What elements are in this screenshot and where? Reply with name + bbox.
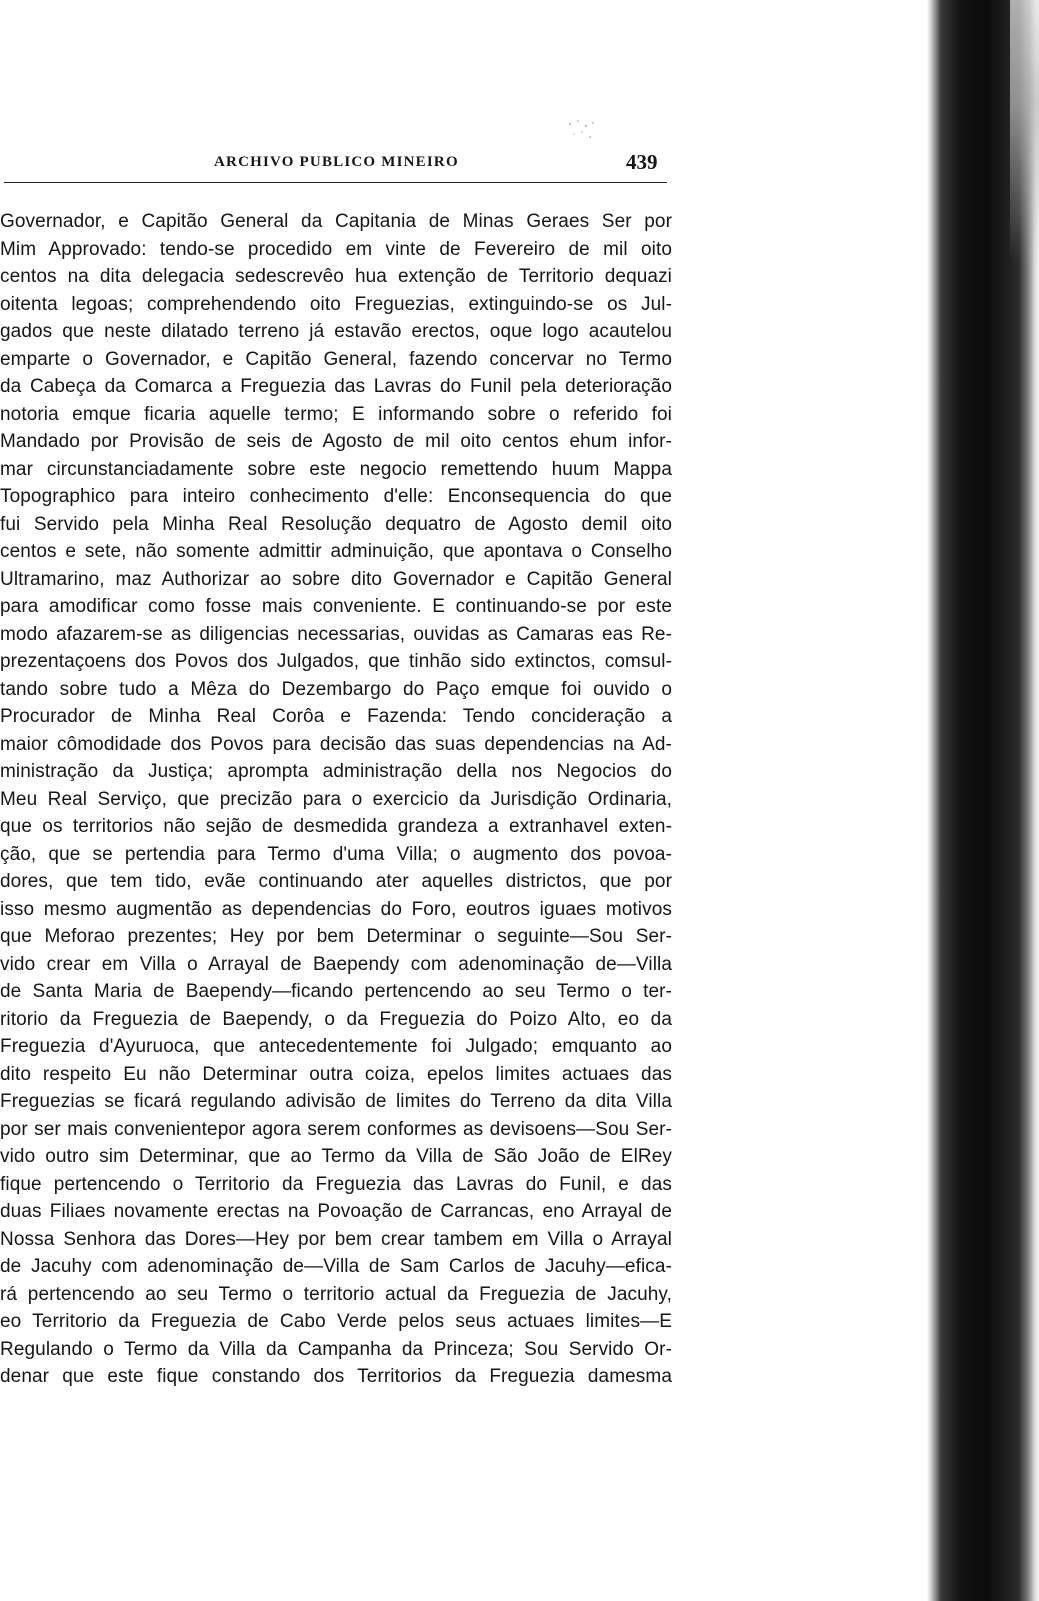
text-line: dores, que tem tido, evãe continuando ater aquelles districtos, que por <box>0 871 672 892</box>
text-line: Topographico para inteiro conhecimento d'elle: Enconsequencia do que <box>0 486 672 507</box>
text-line: ministração da Justiça; aprompta administração della nos Negocios do <box>0 761 672 782</box>
text-line: Meu Real Serviço, que precizão para o exercicio da Jurisdição Ordinaria, <box>0 788 672 810</box>
body-text <box>0 208 672 1391</box>
text-line: ção, que se pertendia para Termo d'uma Villa; o augmento dos povoa- <box>0 843 672 865</box>
text-line: centos na dita delegacia sedescrevêo hua extenção de Territorio dequazi <box>0 266 672 287</box>
text-line: eo Territorio da Freguezia de Cabo Verde pelos seus actuaes limites—E <box>0 1311 672 1332</box>
page-edge-shadow <box>1010 0 1039 260</box>
text-line: fique pertencendo o Territorio da Freguezia das Lavras do Funil, e das <box>0 1173 672 1195</box>
text-line: vido crear em Villa o Arrayal de Baependy com adenominação de—Villa <box>0 953 672 975</box>
text-line: Freguezia d'Ayuruoca, que antecedentemente foi Julgado; emquanto ao <box>0 1036 672 1057</box>
text-line: emparte o Governador, e Capitão General, fazendo concervar no Termo <box>0 348 672 370</box>
text-line: modo afazarem-se as diligencias necessarias, ouvidas as Camaras eas Re- <box>0 623 672 645</box>
text-line: Mandado por Provisão de seis de Agosto de mil oito centos ehum infor- <box>0 431 672 452</box>
text-line: Freguezias se ficará regulando adivisão de limites do Terreno da dita Villa <box>0 1091 672 1112</box>
text-line: centos e sete, não somente admittir adminuição, que apontava o Conselho <box>0 541 672 562</box>
paper-stain-mark <box>560 112 606 146</box>
text-line: de Jacuhy com adenominação de—Villa de Sam Carlos de Jacuhy—efica- <box>0 1256 672 1277</box>
text-line: gados que neste dilatado terreno já estavão erectos, oque logo acautelou <box>0 321 672 342</box>
text-line: dito respeito Eu não Determinar outra coiza, epelos limites actuaes das <box>0 1063 672 1085</box>
text-line: fui Servido pela Minha Real Resolução dequatro de Agosto demil oito <box>0 513 672 535</box>
text-line: Procurador de Minha Real Corôa e Fazenda: Tendo concideração a <box>0 706 672 727</box>
text-line: isso mesmo augmentão as dependencias do Foro, eoutros iguaes motivos <box>0 898 672 920</box>
text-line: rá pertencendo ao seu Termo o territorio actual da Freguezia de Jacuhy, <box>0 1283 672 1305</box>
running-title: ARCHIVO PUBLICO MINEIRO <box>214 154 459 170</box>
text-line: ritorio da Freguezia de Baependy, o da Freguezia do Poizo Alto, eo da <box>0 1008 672 1030</box>
running-header <box>0 148 680 178</box>
text-line: que os territorios não sejão de desmedida grandeza a extranhavel exten- <box>0 816 672 837</box>
text-line: de Santa Maria de Baependy—ficando pertencendo ao seu Termo o ter- <box>0 981 672 1002</box>
text-line: tando sobre tudo a Mêza do Dezembargo do Paço emque foi ouvido o <box>0 678 672 700</box>
text-line: Ultramarino, maz Authorizar ao sobre dito Governador e Capitão General <box>0 568 672 590</box>
text-line: que Meforao prezentes; Hey por bem Determinar o seguinte—Sou Ser- <box>0 926 672 947</box>
page-number: 439 <box>626 150 658 174</box>
text-line: notoria emque ficaria aquelle termo; E informando sobre o referido foi <box>0 403 672 425</box>
text-line: Nossa Senhora das Dores—Hey por bem crear tambem em Villa o Arrayal <box>0 1228 672 1250</box>
header-rule <box>4 182 667 183</box>
text-line: Mim Approvado: tendo-se procedido em vinte de Fevereiro de mil oito <box>0 238 672 260</box>
text-line: por ser mais convenientepor agora serem conformes as devisoens—Sou Ser- <box>0 1118 672 1140</box>
text-line: prezentaçoens dos Povos dos Julgados, que tinhão sido extinctos, comsul- <box>0 651 672 672</box>
text-line: duas Filiaes novamente erectas na Povoação de Carrancas, eno Arrayal de <box>0 1201 672 1222</box>
text-line: maior cômodidade dos Povos para decisão das suas dependencias na Ad- <box>0 733 672 755</box>
text-line: da Cabeça da Comarca a Freguezia das Lavras do Funil pela deterioração <box>0 376 672 397</box>
text-line: oitenta legoas; comprehendendo oito Freguezias, extinguindo-se os Jul- <box>0 293 672 315</box>
text-line: vido outro sim Determinar, que ao Termo da Villa de São João de ElRey <box>0 1146 672 1167</box>
text-line: para amodificar como fosse mais conveniente. E continuando-se por este <box>0 596 672 617</box>
text-line: mar circunstanciadamente sobre este negocio remettendo huum Mappa <box>0 458 672 480</box>
text-line: Governador, e Capitão General da Capitania de Minas Geraes Ser por <box>0 211 672 232</box>
text-line: Regulando o Termo da Villa da Campanha da Princeza; Sou Servido Or- <box>0 1338 672 1360</box>
text-line: denar que este fique constando dos Territorios da Freguezia damesma <box>0 1366 672 1387</box>
